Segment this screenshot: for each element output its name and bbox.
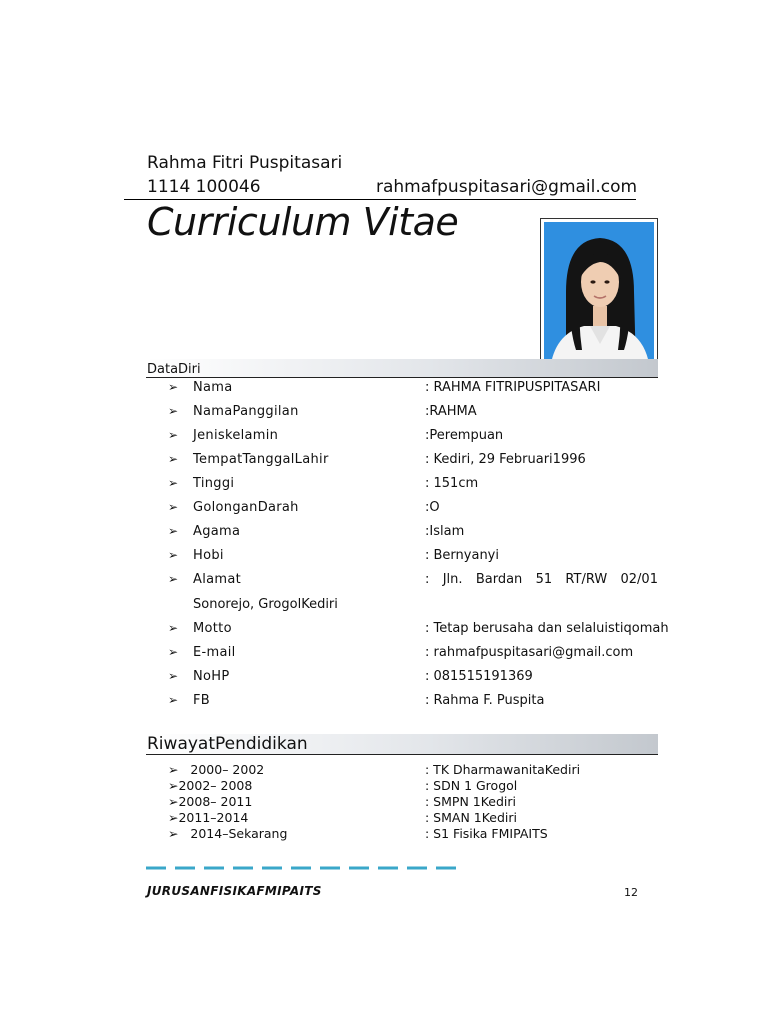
field-label: Tinggi	[193, 476, 235, 491]
bullet-arrow-icon: ➢	[168, 500, 179, 514]
field-label: NamaPanggilan	[193, 404, 299, 419]
bullet-arrow-icon: ➢	[168, 548, 179, 562]
edu-school: : SMAN 1Kediri	[425, 810, 518, 825]
alamat-part: :	[425, 572, 430, 587]
field-label: E-mail	[193, 645, 236, 660]
bullet-arrow-icon: ➢	[168, 669, 179, 683]
field-value: : 081515191369	[425, 669, 533, 684]
alamat-continuation: Sonorejo, GrogolKediri	[193, 597, 338, 612]
field-label: NoHP	[193, 669, 230, 684]
page-title: Curriculum Vitae	[147, 200, 459, 244]
field-value: : RAHMA FITRIPUSPITASARI	[425, 380, 601, 395]
alamat-part: 02/01	[620, 572, 658, 587]
field-value: : 151cm	[425, 476, 479, 491]
field-value: : Rahma F. Puspita	[425, 693, 545, 708]
section-riwayat-pendidikan-heading: RiwayatPendidikan	[147, 734, 308, 754]
field-label: Alamat	[193, 572, 241, 587]
footer-department: JURUSANFISIKAFMIPAITS	[147, 884, 322, 898]
field-value: :RAHMA	[425, 404, 477, 419]
field-label: Jeniskelamin	[193, 428, 279, 443]
page-number: 12	[624, 886, 638, 899]
edu-period: ➢2008– 2011	[168, 794, 253, 809]
portrait-photo	[540, 218, 658, 374]
portrait-photo-icon	[544, 222, 654, 370]
header-student-id: 1114 100046	[147, 177, 261, 197]
bullet-arrow-icon: ➢	[168, 621, 179, 635]
bullet-arrow-icon: ➢	[168, 404, 179, 418]
field-label: FB	[193, 693, 210, 708]
bullet-arrow-icon: ➢	[168, 476, 179, 490]
alamat-part: Jln.	[442, 572, 463, 587]
edu-school: : S1 Fisika FMIPAITS	[425, 826, 548, 841]
edu-period: ➢ 2014–Sekarang	[168, 826, 288, 841]
footer-dashed-divider	[146, 866, 456, 870]
edu-school: : SDN 1 Grogol	[425, 778, 518, 793]
bullet-arrow-icon: ➢	[168, 524, 179, 538]
field-value: : Bernyanyi	[425, 548, 499, 563]
field-value: :Perempuan	[425, 428, 504, 443]
field-value: : rahmafpuspitasari@gmail.com	[425, 645, 634, 660]
section-data-diri	[146, 359, 658, 378]
bullet-arrow-icon: ➢	[168, 645, 179, 659]
bullet-arrow-icon: ➢	[168, 428, 179, 442]
header-email: rahmafpuspitasari@gmail.com	[376, 177, 638, 197]
field-label: GolonganDarah	[193, 500, 299, 515]
field-value: : Kediri, 29 Februari1996	[425, 452, 586, 467]
field-label: TempatTanggalLahir	[193, 452, 329, 467]
header-name: Rahma Fitri Puspitasari	[147, 153, 343, 173]
bullet-arrow-icon: ➢	[168, 452, 179, 466]
field-value: :Islam	[425, 524, 465, 539]
edu-school: : TK DharmawanitaKediri	[425, 762, 581, 777]
bullet-arrow-icon: ➢	[168, 572, 179, 586]
edu-period: ➢ 2000– 2002	[168, 762, 265, 777]
alamat-part: 51	[535, 572, 553, 587]
field-value: :O	[425, 500, 440, 515]
alamat-part: RT/RW	[565, 572, 608, 587]
field-label: Nama	[193, 380, 233, 395]
field-value	[425, 572, 658, 587]
section-data-diri-heading: DataDiri	[147, 362, 201, 377]
edu-period: ➢2002– 2008	[168, 778, 253, 793]
edu-period: ➢2011–2014	[168, 810, 249, 825]
bullet-arrow-icon: ➢	[168, 380, 179, 394]
field-label: Motto	[193, 621, 232, 636]
edu-school: : SMPN 1Kediri	[425, 794, 517, 809]
field-label: Hobi	[193, 548, 224, 563]
bullet-arrow-icon: ➢	[168, 693, 179, 707]
field-label: Agama	[193, 524, 241, 539]
field-value: : Tetap berusaha dan selaluistiqomah	[425, 621, 669, 636]
section-riwayat-pendidikan	[146, 734, 658, 755]
alamat-part: Bardan	[475, 572, 523, 587]
